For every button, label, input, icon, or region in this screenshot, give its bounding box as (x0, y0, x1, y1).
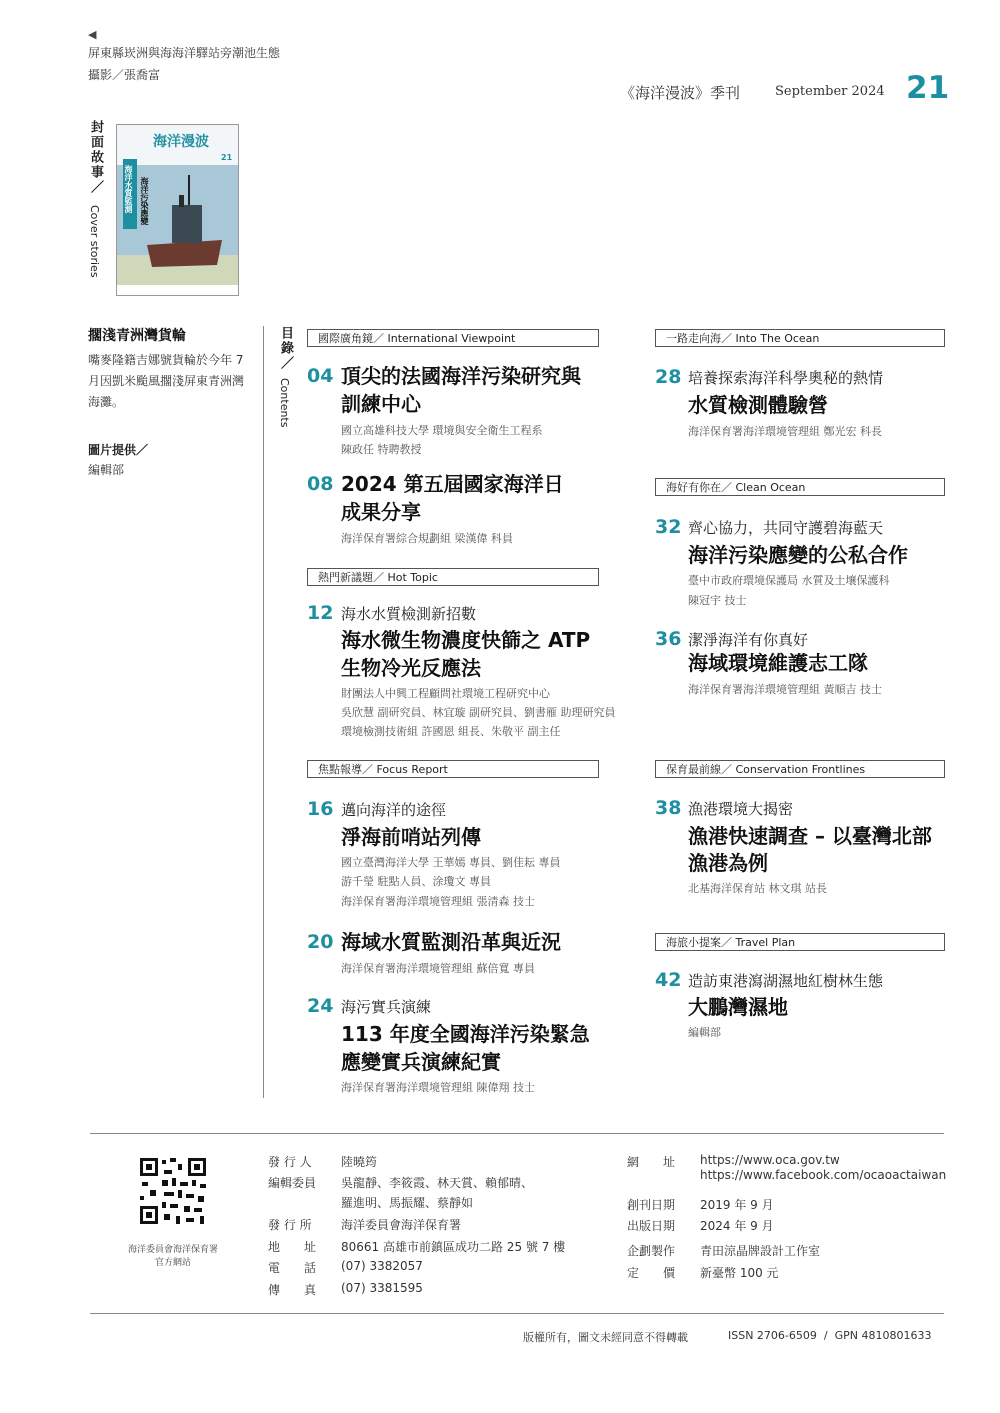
issn-gpn: ISSN 2706-6509 / GPN 4810801633 (728, 1329, 932, 1342)
colophon-value: 新臺幣 100 元 (700, 1266, 779, 1280)
article-author: 國立臺灣海洋大學 王華嫣 專員、劉佳耘 專員 (341, 856, 561, 869)
article-title[interactable]: 113 年度全國海洋污染緊急 (341, 1022, 590, 1046)
colophon-value: 吳龍靜、李筱霞、林天賞、賴郁晴、 (341, 1176, 534, 1190)
article-subtitle: 海水水質檢測新招數 (341, 605, 477, 623)
cover-stories-label-en: Cover stories (88, 205, 101, 278)
article-title[interactable]: 應變實兵演練紀實 (341, 1050, 501, 1074)
article-number: 16 (307, 798, 334, 820)
article-number: 20 (307, 931, 334, 953)
article-title[interactable]: 海水微生物濃度快篩之 ATP (341, 628, 591, 652)
article-subtitle: 潔淨海洋有你真好 (688, 631, 809, 649)
article-author: 海洋保育署海洋環境管理組 蘇倍寬 專員 (341, 962, 535, 975)
colophon-value: 陸曉筠 (341, 1155, 378, 1169)
article-author: 海洋保育署海洋環境管理組 張清森 技士 (341, 895, 535, 908)
article-subtitle: 培養探索海洋科學奧秘的熱情 (688, 369, 884, 387)
cover-story-description: 嘴麥隆籍吉娜號貨輪於今年 7 月因凱米颱風擱淺屏東青洲灣海灘。 (88, 353, 245, 409)
section-into-the-ocean[interactable]: 一路走向海／ Into The Ocean (655, 329, 945, 347)
article-number: 08 (307, 473, 334, 495)
cover-vertical-text-2: 海洋污染應變 (140, 177, 149, 225)
image-credit-label: 圖片提供／ (88, 443, 149, 457)
article-title[interactable]: 淨海前哨站列傳 (341, 825, 481, 849)
article-subtitle: 造訪東港瀉湖濕地紅樹林生態 (688, 972, 884, 990)
magazine-title: 《海洋漫波》季刊 (620, 84, 741, 102)
colophon-value: 海洋委員會海洋保育署 (341, 1218, 462, 1232)
article-title[interactable]: 2024 第五屆國家海洋日 (341, 472, 564, 496)
article-subtitle: 齊心協力，共同守護碧海藍天 (688, 519, 884, 537)
article-author: 財團法人中興工程顧問社環境工程研究中心 (341, 687, 550, 700)
article-number: 24 (307, 995, 334, 1017)
article-number: 04 (307, 365, 334, 387)
footer-rule (90, 1313, 944, 1314)
cover-title: 海洋漫波 (153, 134, 209, 150)
contents-label-en: Contents (278, 378, 291, 428)
article-title[interactable]: 大鵬灣濕地 (688, 995, 788, 1019)
article-title[interactable]: 漁港為例 (688, 851, 768, 875)
article-title[interactable]: 漁港快速調查 – 以臺灣北部 (688, 824, 932, 848)
qr-caption-1: 海洋委員會海洋保育署 (127, 1245, 218, 1255)
colophon-label: 傳 真 (268, 1283, 317, 1297)
article-author: 游千瑩 駐點人員、涂瓊文 專員 (341, 875, 491, 888)
article-author: 海洋保育署海洋環境管理組 鄭光宏 科長 (688, 425, 882, 438)
colophon-label: 電 話 (268, 1261, 317, 1275)
colophon-value: 2024 年 9 月 (700, 1219, 774, 1233)
colophon-label: 地 址 (268, 1240, 317, 1254)
issue-date: September 2024 (775, 84, 885, 99)
cover-thumbnail[interactable] (116, 124, 239, 296)
article-subtitle: 海污實兵演練 (341, 998, 432, 1016)
section-international-viewpoint[interactable]: 國際廣角鏡／ International Viewpoint (307, 329, 599, 347)
colophon-label: 創刊日期 (627, 1198, 676, 1212)
photo-caption: 屏東縣崁洲與海海洋驛站旁潮池生態 (88, 46, 281, 60)
qr-code[interactable] (138, 1156, 208, 1226)
article-subtitle: 漁港環境大揭密 (688, 800, 794, 818)
article-author: 國立高雄科技大學 環境與安全衛生工程系 (341, 424, 543, 437)
section-clean-ocean[interactable]: 海好有你在／ Clean Ocean (655, 478, 945, 496)
image-credit: 編輯部 (88, 463, 125, 477)
colophon-value: (07) 3382057 (341, 1259, 423, 1273)
contents-label: 目錄／ (278, 326, 293, 371)
article-title[interactable]: 生物冷光反應法 (341, 656, 481, 680)
colophon-value: 80661 高雄市前鎮區成功二路 25 號 7 樓 (341, 1240, 566, 1254)
website-link[interactable]: https://www.oca.gov.tw (700, 1153, 840, 1167)
article-author: 北基海洋保育站 林文琪 站長 (688, 882, 827, 895)
section-travel-plan[interactable]: 海旅小提案／ Travel Plan (655, 933, 945, 951)
cover-stories-label: 封面故事／ (88, 120, 103, 195)
article-title[interactable]: 海洋污染應變的公私合作 (688, 543, 908, 567)
article-title[interactable]: 頂尖的法國海洋污染研究與 (341, 364, 581, 388)
colophon-label: 企劃製作 (627, 1244, 676, 1258)
colophon-label: 編輯委員 (268, 1176, 317, 1190)
article-title[interactable]: 訓練中心 (341, 392, 421, 416)
colophon-label: 發 行 所 (268, 1218, 312, 1232)
article-author: 海洋保育署海洋環境管理組 黃順吉 技士 (688, 683, 882, 696)
article-author: 海洋保育署海洋環境管理組 陳偉翔 技士 (341, 1081, 535, 1094)
colophon-value: (07) 3381595 (341, 1281, 423, 1295)
issue-number: 21 (906, 70, 950, 106)
article-title[interactable]: 水質檢測體驗營 (688, 393, 828, 417)
colophon-top-rule (90, 1133, 944, 1134)
article-subtitle: 邁向海洋的途徑 (341, 801, 447, 819)
colophon-label: 發 行 人 (268, 1155, 312, 1169)
article-author: 臺中市政府環境保護局 水質及土壤保護科 (688, 574, 890, 587)
colophon-value: 青田涼晶牌設計工作室 (700, 1244, 821, 1258)
cover-number: 21 (221, 153, 233, 162)
article-title[interactable]: 海域環境維護志工隊 (688, 651, 868, 675)
cover-story-heading: 擱淺青洲灣貨輪 (88, 328, 186, 344)
vertical-divider (263, 326, 264, 1098)
article-number: 12 (307, 602, 334, 624)
qr-code-graphic (138, 1156, 208, 1226)
article-author: 陳政任 特聘教授 (341, 443, 422, 456)
article-number: 28 (655, 366, 682, 388)
article-author: 陳冠宇 技士 (688, 594, 747, 607)
article-title[interactable]: 成果分享 (341, 500, 421, 524)
copyright-notice: 版權所有，圖文未經同意不得轉載 (523, 1331, 688, 1344)
colophon-value: 2019 年 9 月 (700, 1198, 774, 1212)
colophon-label: 網 址 (627, 1155, 676, 1169)
section-hot-topic[interactable]: 熱門新議題／ Hot Topic (307, 568, 599, 586)
section-focus-report[interactable]: 焦點報導／ Focus Report (307, 760, 599, 778)
cover-vertical-text: 海洋水質監測 (124, 165, 133, 213)
article-number: 36 (655, 628, 682, 650)
facebook-link[interactable]: https://www.facebook.com/ocaoactaiwan (700, 1168, 947, 1182)
article-author: 環境檢測技術組 許國恩 組長、朱敬平 副主任 (341, 725, 561, 738)
qr-caption-2: 官方網站 (154, 1258, 191, 1268)
article-author: 編輯部 (688, 1026, 721, 1039)
article-number: 42 (655, 969, 682, 991)
section-conservation-frontlines[interactable]: 保育最前線／ Conservation Frontlines (655, 760, 945, 778)
back-arrow-icon[interactable]: ◀ (88, 28, 97, 41)
colophon-value: 羅進明、馬振耀、蔡靜如 (341, 1196, 474, 1210)
colophon-label: 定 價 (627, 1266, 676, 1280)
article-number: 38 (655, 797, 682, 819)
article-author: 吳欣慧 副研究員、林宜璇 副研究員、劉書雁 助理研究員 (341, 706, 616, 719)
article-author: 海洋保育署綜合規劃組 梁漢偉 科員 (341, 532, 513, 545)
photo-credit: 攝影／張喬富 (88, 68, 161, 82)
article-number: 32 (655, 516, 682, 538)
colophon-label: 出版日期 (627, 1219, 676, 1233)
article-title[interactable]: 海域水質監測沿革與近況 (341, 930, 561, 954)
